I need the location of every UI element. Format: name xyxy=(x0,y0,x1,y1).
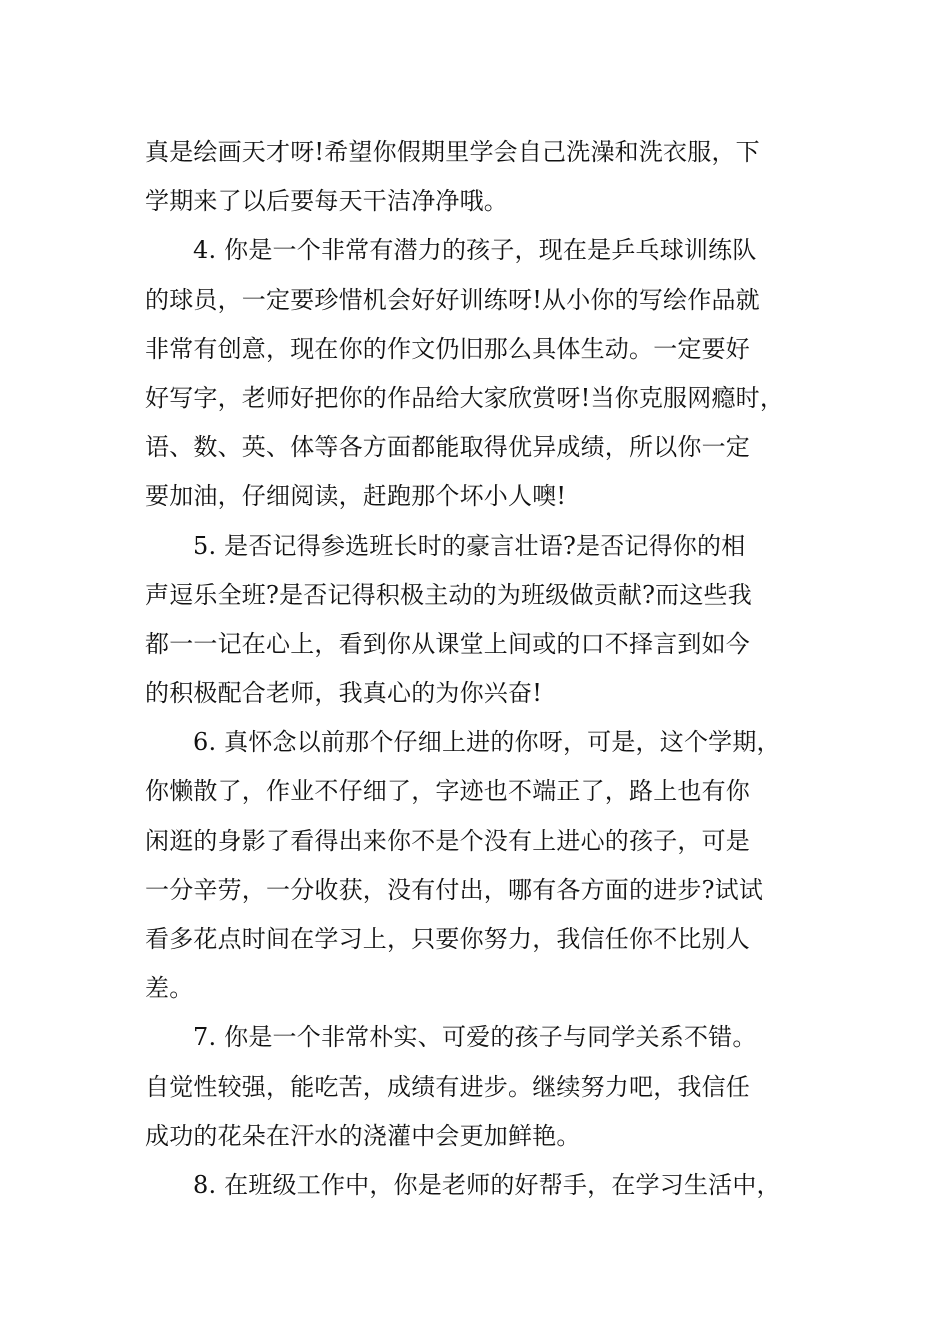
text-line: 闲逛的身影了看得出来你不是个没有上进心的孩子，可是 xyxy=(145,826,750,855)
text-segment: 是否记得参选班长时的豪言壮语?是否记得你的相 xyxy=(216,531,746,560)
item-number: 4. xyxy=(193,236,217,265)
text-line: 学期来了以后要每天干洁净净哦。 xyxy=(145,187,508,216)
text-line: 一分辛劳，一分收获，没有付出，哪有各方面的进步?试试 xyxy=(145,875,764,904)
paragraph-item-5 xyxy=(145,522,813,719)
paragraph-item-6 xyxy=(145,718,813,1013)
paragraph-item-4 xyxy=(145,226,813,521)
text-line-first xyxy=(145,1013,813,1062)
text-line-first xyxy=(145,226,813,275)
text-segment: 在班级工作中，你是老师的好帮手，在学习生活中， xyxy=(216,1170,781,1199)
text-line: 非常有创意，现在你的作文仍旧那么具体生动。一定要好 xyxy=(145,334,750,363)
text-line: 的球员，一定要珍惜机会好好训练呀!从小你的写绘作品就 xyxy=(145,285,760,314)
text-line: 的积极配合老师，我真心的为你兴奋! xyxy=(145,679,543,708)
text-line: 语、数、英、体等各方面都能取得优异成绩，所以你一定 xyxy=(145,433,750,462)
text-line: 成功的花朵在汗水的浇灌中会更加鲜艳。 xyxy=(145,1121,581,1150)
text-line: 差。 xyxy=(145,974,194,1003)
text-line: 声逗乐全班?是否记得积极主动的为班级做贡献?而这些我 xyxy=(145,580,752,609)
text-line: 都一一记在心上，看到你从课堂上间或的口不择言到如今 xyxy=(145,629,750,658)
text-line: 要加油，仔细阅读，赶跑那个坏小人噢! xyxy=(145,482,567,511)
paragraph-item-8 xyxy=(145,1161,813,1210)
paragraph-continuation xyxy=(145,128,813,226)
text-segment: 真怀念以前那个仔细上进的你呀，可是，这个学期， xyxy=(216,728,781,757)
text-line: 看多花点时间在学习上，只要你努力，我信任你不比别人 xyxy=(145,925,750,953)
paragraph-item-7 xyxy=(145,1013,813,1161)
text-segment: 你是一个非常有潜力的孩子，现在是乒乓球训练队 xyxy=(216,236,757,265)
item-number: 7. xyxy=(193,1023,217,1052)
text-line: 好写字，老师好把你的作品给大家欣赏呀!当你克服网瘾时， xyxy=(145,383,785,412)
text-segment: 你是一个非常朴实、可爱的孩子与同学关系不错。 xyxy=(216,1023,757,1052)
text-line-first xyxy=(145,1161,813,1210)
text-line-first xyxy=(145,718,813,767)
text-line: 自觉性较强，能吃苦，成绩有进步。继续努力吧，我信任 xyxy=(145,1072,750,1101)
item-number: 8. xyxy=(193,1170,217,1199)
document-body xyxy=(145,128,813,1210)
text-line: 你懒散了，作业不仔细了，字迹也不端正了，路上也有你 xyxy=(145,777,750,806)
text-line-first xyxy=(145,522,813,571)
item-number: 5. xyxy=(193,531,217,560)
item-number: 6. xyxy=(193,728,217,757)
text-line: 真是绘画天才呀!希望你假期里学会自己洗澡和洗衣服，下 xyxy=(145,138,760,166)
